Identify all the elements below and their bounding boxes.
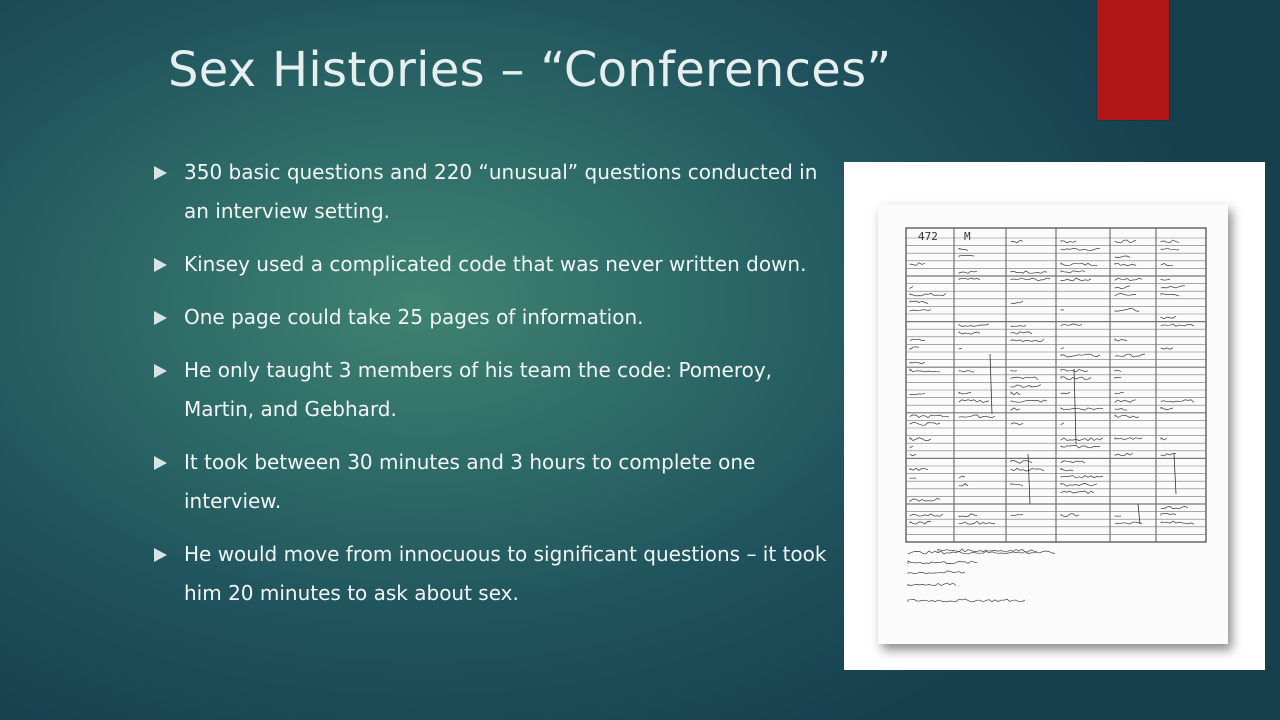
handwritten-mark bbox=[959, 484, 968, 486]
handwritten-mark bbox=[959, 400, 989, 403]
handwritten-mark bbox=[1061, 377, 1091, 380]
handwritten-mark bbox=[959, 278, 980, 280]
handwritten-mark bbox=[910, 478, 916, 479]
handwritten-mark bbox=[1011, 240, 1023, 242]
handwritten-mark bbox=[910, 514, 943, 516]
handwritten-mark bbox=[959, 415, 995, 418]
handwritten-mark bbox=[959, 476, 965, 478]
handwritten-mark bbox=[1115, 278, 1142, 280]
handwritten-mark bbox=[910, 301, 928, 304]
handwritten-mark bbox=[1011, 408, 1020, 410]
handwritten-mark bbox=[959, 514, 977, 517]
handwritten-mark bbox=[959, 255, 974, 257]
handwritten-mark bbox=[1011, 339, 1044, 342]
handwritten-mark bbox=[1061, 369, 1088, 372]
triangle-right-icon bbox=[154, 311, 167, 325]
handwritten-mark bbox=[1161, 438, 1167, 440]
bullet-item bbox=[150, 351, 830, 429]
handwritten-mark bbox=[1061, 348, 1064, 349]
handwritten-mark bbox=[1011, 271, 1047, 274]
handwritten-mark bbox=[1011, 400, 1047, 402]
handwritten-mark bbox=[1115, 393, 1124, 394]
handwritten-mark bbox=[1061, 423, 1064, 425]
handwritten-mark bbox=[1115, 309, 1139, 312]
handwritten-mark bbox=[1115, 522, 1142, 524]
bullet-text: 350 basic questions and 220 “unusual” questions conducted in an interview setting. bbox=[184, 160, 818, 223]
sheet-sex-label: M bbox=[964, 230, 971, 243]
handwritten-mark bbox=[1061, 469, 1073, 471]
handwritten-mark bbox=[1161, 248, 1179, 250]
handwritten-mark bbox=[1061, 514, 1079, 517]
handwritten-mark bbox=[959, 522, 995, 525]
bullet-text: He only taught 3 members of his team the code: Pomeroy, Martin, and Gebhard. bbox=[184, 358, 773, 421]
handwritten-mark bbox=[1115, 370, 1121, 371]
triangle-right-icon bbox=[154, 166, 167, 180]
handwritten-mark bbox=[1115, 415, 1139, 418]
handwritten-note bbox=[908, 571, 965, 574]
triangle-right-icon bbox=[154, 258, 167, 272]
handwritten-mark bbox=[1061, 248, 1100, 250]
handwritten-mark bbox=[1115, 263, 1136, 265]
handwritten-mark bbox=[1161, 407, 1173, 409]
bullet-text: Kinsey used a complicated code that was never written down. bbox=[184, 252, 807, 276]
handwritten-mark bbox=[1011, 370, 1017, 371]
handwritten-note bbox=[938, 549, 1037, 552]
handwritten-mark bbox=[1011, 326, 1026, 327]
triangle-right-icon bbox=[154, 364, 167, 378]
handwritten-mark bbox=[1161, 506, 1188, 508]
handwritten-mark bbox=[910, 362, 925, 364]
handwritten-mark bbox=[1011, 392, 1020, 395]
handwritten-mark bbox=[959, 332, 980, 334]
handwritten-mark bbox=[910, 369, 940, 372]
handwritten-mark bbox=[910, 263, 925, 266]
handwritten-mark bbox=[1115, 354, 1145, 357]
handwritten-mark bbox=[1061, 354, 1100, 357]
handwritten-mark bbox=[910, 347, 919, 350]
handwritten-note bbox=[908, 599, 1025, 602]
bullet-text: He would move from innocuous to significant questions – it took him 20 minutes to ask about sex. bbox=[184, 542, 827, 605]
handwritten-mark bbox=[959, 392, 971, 394]
handwritten-mark bbox=[1061, 438, 1103, 441]
handwritten-mark bbox=[1115, 240, 1136, 243]
handwritten-mark bbox=[1115, 286, 1130, 289]
handwritten-mark bbox=[910, 498, 940, 501]
handwritten-mark bbox=[959, 324, 989, 327]
handwritten-mark bbox=[1161, 240, 1179, 243]
handwritten-mark bbox=[1115, 438, 1142, 440]
handwritten-mark bbox=[959, 348, 962, 349]
handwritten-mark bbox=[1061, 491, 1094, 494]
bullet-text: It took between 30 minutes and 3 hours to complete one interview. bbox=[184, 450, 756, 513]
bullet-item bbox=[150, 443, 830, 521]
handwritten-mark bbox=[1061, 324, 1082, 326]
handwritten-mark bbox=[910, 423, 940, 426]
handwritten-mark bbox=[1011, 461, 1032, 464]
handwritten-mark bbox=[1161, 286, 1185, 288]
handwritten-stroke bbox=[1174, 454, 1176, 494]
handwritten-mark bbox=[1161, 294, 1179, 296]
handwritten-mark bbox=[1011, 278, 1050, 281]
handwritten-mark bbox=[1061, 476, 1103, 478]
handwritten-note bbox=[908, 551, 1055, 554]
triangle-right-icon bbox=[154, 456, 167, 470]
accent-bar bbox=[1097, 0, 1169, 120]
handwritten-mark bbox=[1061, 445, 1100, 448]
handwritten-mark bbox=[1061, 271, 1085, 273]
sheet-grid bbox=[906, 228, 1206, 602]
handwritten-mark bbox=[1061, 392, 1070, 394]
handwritten-mark bbox=[1161, 521, 1194, 524]
handwritten-mark bbox=[1011, 385, 1041, 388]
handwritten-mark bbox=[910, 454, 916, 456]
handwritten-mark bbox=[910, 468, 928, 470]
handwritten-mark bbox=[1115, 293, 1136, 296]
handwritten-mark bbox=[1011, 515, 1023, 516]
bullet-item bbox=[150, 535, 830, 613]
handwritten-mark bbox=[910, 293, 946, 296]
handwritten-mark bbox=[1011, 468, 1044, 471]
handwritten-mark bbox=[1161, 324, 1194, 326]
handwritten-mark bbox=[910, 286, 913, 288]
handwritten-mark bbox=[1061, 263, 1097, 266]
handwritten-mark bbox=[1115, 408, 1127, 410]
handwritten-mark bbox=[910, 415, 949, 418]
handwritten-mark bbox=[1011, 301, 1023, 304]
handwritten-mark bbox=[1161, 514, 1176, 516]
bullet-item bbox=[150, 298, 830, 337]
handwritten-mark bbox=[1011, 377, 1038, 380]
handwritten-mark bbox=[1115, 377, 1121, 379]
handwritten-mark bbox=[959, 248, 968, 250]
handwritten-mark bbox=[1115, 516, 1121, 517]
handwritten-mark bbox=[1061, 461, 1085, 463]
handwritten-mark bbox=[910, 393, 925, 394]
handwritten-mark bbox=[1011, 423, 1023, 425]
handwritten-mark bbox=[1061, 408, 1103, 410]
handwritten-mark bbox=[959, 370, 974, 372]
handwritten-mark bbox=[1115, 400, 1136, 403]
triangle-right-icon bbox=[154, 548, 167, 562]
handwritten-stroke bbox=[1074, 369, 1076, 444]
sheet-number-label: 472 bbox=[918, 230, 938, 243]
bullet-item bbox=[150, 245, 830, 284]
handwritten-mark bbox=[1161, 316, 1176, 319]
handwritten-mark bbox=[1161, 348, 1173, 350]
handwritten-mark bbox=[1115, 453, 1133, 456]
handwritten-mark bbox=[1011, 484, 1023, 486]
handwritten-mark bbox=[1011, 332, 1032, 334]
interview-sheet-drawing bbox=[878, 204, 1228, 644]
handwritten-mark bbox=[1061, 310, 1064, 311]
handwritten-mark bbox=[910, 438, 931, 441]
handwritten-mark bbox=[910, 310, 931, 311]
handwritten-mark bbox=[1061, 278, 1091, 281]
handwritten-mark bbox=[1161, 263, 1173, 265]
bullet-list bbox=[150, 153, 830, 627]
handwritten-mark bbox=[959, 271, 977, 273]
handwritten-note bbox=[908, 583, 956, 586]
handwritten-mark bbox=[910, 521, 931, 524]
coded-interview-sheet-image bbox=[844, 162, 1265, 670]
interview-sheet bbox=[878, 204, 1228, 644]
handwritten-note bbox=[908, 561, 977, 564]
bullet-item bbox=[150, 153, 830, 231]
handwritten-stroke bbox=[1138, 504, 1140, 524]
handwritten-mark bbox=[1161, 400, 1194, 403]
handwritten-mark bbox=[1161, 280, 1170, 281]
handwritten-mark bbox=[1061, 483, 1097, 486]
handwritten-mark bbox=[1115, 256, 1130, 258]
handwritten-mark bbox=[1115, 339, 1127, 341]
bullet-text: One page could take 25 pages of information. bbox=[184, 305, 644, 329]
handwritten-mark bbox=[910, 339, 925, 341]
slide-title: Sex Histories – “Conferences” bbox=[168, 42, 892, 98]
handwritten-mark bbox=[1061, 241, 1076, 243]
handwritten-mark bbox=[910, 446, 913, 448]
